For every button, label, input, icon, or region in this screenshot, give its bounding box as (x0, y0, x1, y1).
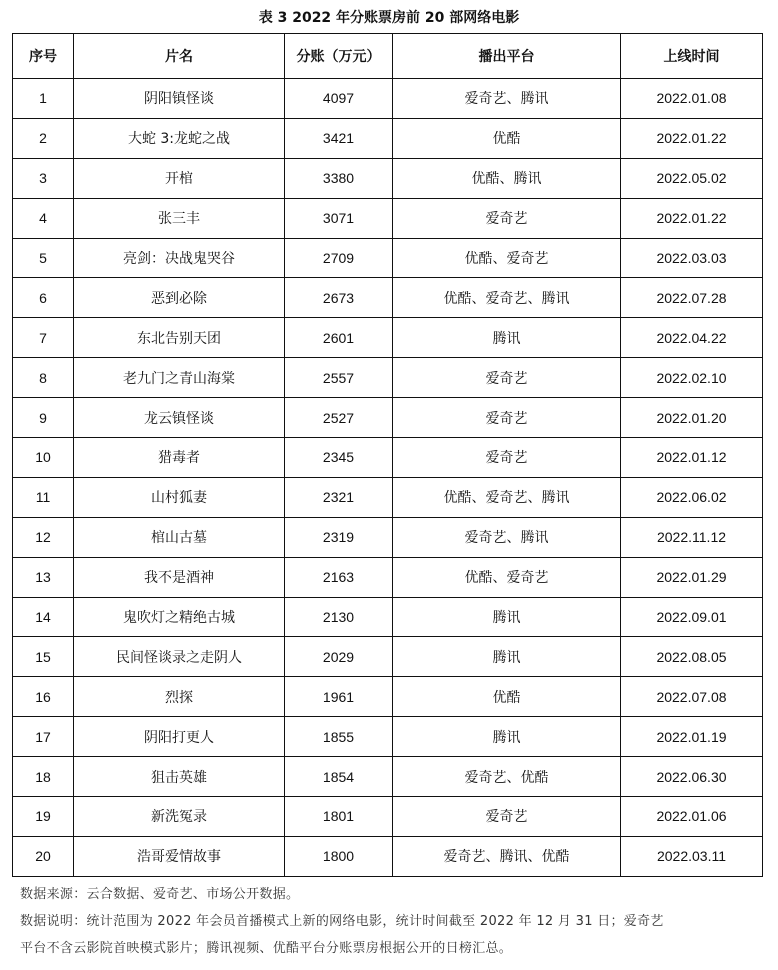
cell-date: 2022.01.20 (621, 398, 763, 438)
cell-date: 2022.02.10 (621, 358, 763, 398)
cell-revenue: 2163 (285, 557, 393, 597)
table-row (13, 836, 763, 876)
cell-rank: 16 (13, 677, 74, 717)
cell-rank: 20 (13, 836, 74, 876)
cell-platform: 优酷 (393, 118, 621, 158)
table-row (13, 318, 763, 358)
cell-revenue: 2345 (285, 438, 393, 478)
cell-platform: 爱奇艺 (393, 358, 621, 398)
cell-platform: 腾讯 (393, 717, 621, 757)
cell-revenue: 2601 (285, 318, 393, 358)
cell-title: 狙击英雄 (74, 757, 285, 797)
cell-platform: 优酷、爱奇艺、腾讯 (393, 477, 621, 517)
cell-platform: 爱奇艺、腾讯 (393, 517, 621, 557)
header-date: 上线时间 (621, 34, 763, 79)
table-row (13, 398, 763, 438)
cell-title: 民间怪谈录之走阴人 (74, 637, 285, 677)
cell-title: 龙云镇怪谈 (74, 398, 285, 438)
cell-date: 2022.01.22 (621, 118, 763, 158)
cell-platform: 腾讯 (393, 597, 621, 637)
cell-platform: 爱奇艺、优酷 (393, 757, 621, 797)
table-row (13, 158, 763, 198)
cell-date: 2022.01.19 (621, 717, 763, 757)
cell-date: 2022.08.05 (621, 637, 763, 677)
cell-title: 我不是酒神 (74, 557, 285, 597)
cell-date: 2022.06.02 (621, 477, 763, 517)
cell-revenue: 3421 (285, 118, 393, 158)
cell-revenue: 1800 (285, 836, 393, 876)
cell-title: 棺山古墓 (74, 517, 285, 557)
cell-rank: 18 (13, 757, 74, 797)
header-platform: 播出平台 (393, 34, 621, 79)
cell-title: 大蛇 3:龙蛇之战 (74, 118, 285, 158)
cell-title: 恶到必除 (74, 278, 285, 318)
cell-rank: 8 (13, 358, 74, 398)
cell-rank: 7 (13, 318, 74, 358)
table-row (13, 757, 763, 797)
table-row (13, 557, 763, 597)
table-row (13, 517, 763, 557)
cell-title: 老九门之青山海棠 (74, 358, 285, 398)
cell-date: 2022.07.28 (621, 278, 763, 318)
cell-date: 2022.01.06 (621, 797, 763, 837)
cell-revenue: 2557 (285, 358, 393, 398)
cell-rank: 1 (13, 79, 74, 119)
cell-rank: 12 (13, 517, 74, 557)
cell-revenue: 2130 (285, 597, 393, 637)
cell-rank: 4 (13, 198, 74, 238)
cell-date: 2022.09.01 (621, 597, 763, 637)
cell-revenue: 1855 (285, 717, 393, 757)
cell-platform: 优酷、爱奇艺 (393, 238, 621, 278)
note-explanation-1: 数据说明：统计范围为 2022 年会员首播模式上新的网络电影，统计时间截至 2022 年 12 月 31 日；爱奇艺 (20, 914, 664, 929)
cell-date: 2022.01.29 (621, 557, 763, 597)
cell-title: 东北告别天团 (74, 318, 285, 358)
header-title: 片名 (74, 34, 285, 79)
cell-title: 烈探 (74, 677, 285, 717)
table-row (13, 358, 763, 398)
cell-rank: 14 (13, 597, 74, 637)
cell-revenue: 2673 (285, 278, 393, 318)
cell-platform: 爱奇艺 (393, 797, 621, 837)
table-row (13, 717, 763, 757)
cell-title: 阴阳打更人 (74, 717, 285, 757)
cell-date: 2022.01.12 (621, 438, 763, 478)
cell-platform: 优酷 (393, 677, 621, 717)
cell-revenue: 3071 (285, 198, 393, 238)
table-row (13, 278, 763, 318)
cell-platform: 爱奇艺 (393, 398, 621, 438)
cell-platform: 优酷、爱奇艺、腾讯 (393, 278, 621, 318)
cell-platform: 腾讯 (393, 318, 621, 358)
cell-platform: 爱奇艺、腾讯、优酷 (393, 836, 621, 876)
cell-platform: 爱奇艺、腾讯 (393, 79, 621, 119)
cell-title: 亮剑：决战鬼哭谷 (74, 238, 285, 278)
note-explanation-2: 平台不含云影院首映模式影片；腾讯视频、优酷平台分账票房根据公开的日榜汇总。 (20, 941, 513, 956)
cell-title: 鬼吹灯之精绝古城 (74, 597, 285, 637)
cell-revenue: 2527 (285, 398, 393, 438)
cell-platform: 优酷、腾讯 (393, 158, 621, 198)
cell-rank: 3 (13, 158, 74, 198)
box-office-table (12, 33, 763, 877)
table-caption: 表 3 2022 年分账票房前 20 部网络电影 (258, 10, 520, 26)
cell-rank: 17 (13, 717, 74, 757)
cell-rank: 5 (13, 238, 74, 278)
cell-date: 2022.04.22 (621, 318, 763, 358)
cell-title: 阴阳镇怪谈 (74, 79, 285, 119)
cell-platform: 腾讯 (393, 637, 621, 677)
table-row (13, 637, 763, 677)
table-body (13, 79, 763, 877)
cell-date: 2022.05.02 (621, 158, 763, 198)
table-row (13, 79, 763, 119)
cell-title: 开棺 (74, 158, 285, 198)
table-row (13, 797, 763, 837)
cell-revenue: 1854 (285, 757, 393, 797)
table-row (13, 238, 763, 278)
cell-rank: 9 (13, 398, 74, 438)
table-row (13, 677, 763, 717)
cell-date: 2022.01.08 (621, 79, 763, 119)
cell-revenue: 2321 (285, 477, 393, 517)
cell-rank: 10 (13, 438, 74, 478)
cell-date: 2022.01.22 (621, 198, 763, 238)
cell-revenue: 4097 (285, 79, 393, 119)
cell-date: 2022.11.12 (621, 517, 763, 557)
cell-platform: 优酷、爱奇艺 (393, 557, 621, 597)
table-row (13, 438, 763, 478)
cell-title: 新洗冤录 (74, 797, 285, 837)
table-row (13, 597, 763, 637)
cell-revenue: 2319 (285, 517, 393, 557)
cell-revenue: 1961 (285, 677, 393, 717)
cell-rank: 15 (13, 637, 74, 677)
cell-date: 2022.03.11 (621, 836, 763, 876)
cell-title: 张三丰 (74, 198, 285, 238)
table-row (13, 477, 763, 517)
cell-title: 山村狐妻 (74, 477, 285, 517)
cell-platform: 爱奇艺 (393, 438, 621, 478)
cell-revenue: 2029 (285, 637, 393, 677)
cell-revenue: 1801 (285, 797, 393, 837)
cell-rank: 2 (13, 118, 74, 158)
cell-date: 2022.07.08 (621, 677, 763, 717)
cell-revenue: 2709 (285, 238, 393, 278)
header-row (13, 34, 763, 79)
header-revenue: 分账（万元） (285, 34, 393, 79)
cell-title: 浩哥爱情故事 (74, 836, 285, 876)
table-notes (20, 881, 766, 962)
cell-date: 2022.03.03 (621, 238, 763, 278)
cell-rank: 11 (13, 477, 74, 517)
cell-platform: 爱奇艺 (393, 198, 621, 238)
table-row (13, 118, 763, 158)
cell-rank: 6 (13, 278, 74, 318)
cell-date: 2022.06.30 (621, 757, 763, 797)
cell-rank: 13 (13, 557, 74, 597)
header-rank: 序号 (13, 34, 74, 79)
cell-rank: 19 (13, 797, 74, 837)
cell-title: 猎毒者 (74, 438, 285, 478)
note-source: 数据来源：云合数据、爱奇艺、市场公开数据。 (20, 887, 300, 902)
table-row (13, 198, 763, 238)
cell-revenue: 3380 (285, 158, 393, 198)
